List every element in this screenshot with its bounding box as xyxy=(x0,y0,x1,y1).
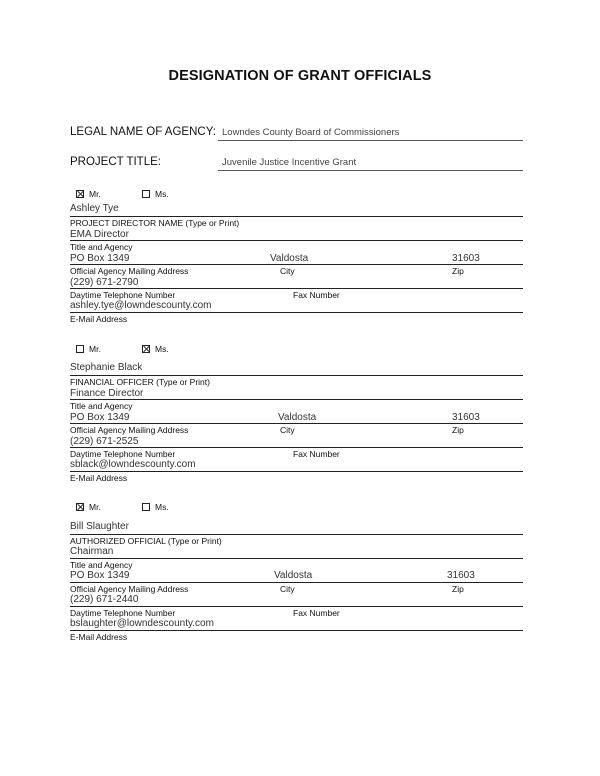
official-name[interactable]: Ashley Tye xyxy=(70,203,119,214)
fax-label: Fax Number xyxy=(293,608,340,618)
page-title: DESIGNATION OF GRANT OFFICIALS xyxy=(168,68,432,84)
address-value[interactable]: PO Box 1349 xyxy=(70,412,130,423)
divider xyxy=(70,264,523,265)
divider xyxy=(70,423,523,424)
title-agency-label: Title and Agency xyxy=(70,560,133,570)
official-name[interactable]: Bill Slaughter xyxy=(70,521,129,532)
zip-label: Zip xyxy=(452,266,464,276)
city-value[interactable]: Valdosta xyxy=(274,570,313,581)
zip-label: Zip xyxy=(452,425,464,435)
project-value[interactable]: Juvenile Justice Incentive Grant xyxy=(222,157,357,168)
email-label: E-Mail Address xyxy=(70,632,128,642)
email-label: E-Mail Address xyxy=(70,473,128,483)
email-value[interactable]: sblack@lowndescounty.com xyxy=(70,459,196,470)
fax-label: Fax Number xyxy=(293,449,340,459)
city-label: City xyxy=(280,584,295,594)
title-agency-value[interactable]: Finance Director xyxy=(70,388,144,399)
ms-checkbox[interactable] xyxy=(142,190,150,198)
divider xyxy=(70,288,523,289)
phone-value[interactable]: (229) 671-2525 xyxy=(70,436,139,447)
mailing-address-label: Official Agency Mailing Address xyxy=(70,425,189,435)
divider xyxy=(70,630,523,631)
fax-label: Fax Number xyxy=(293,290,340,300)
mr-checkbox[interactable] xyxy=(76,503,84,511)
project-underline xyxy=(218,170,523,171)
zip-value[interactable]: 31603 xyxy=(452,253,480,264)
divider xyxy=(70,399,523,400)
divider xyxy=(70,312,523,313)
agency-value[interactable]: Lowndes County Board of Commissioners xyxy=(222,127,400,138)
zip-value[interactable]: 31603 xyxy=(452,412,480,423)
city-label: City xyxy=(280,425,295,435)
divider xyxy=(70,447,523,448)
agency-label: LEGAL NAME OF AGENCY: xyxy=(70,126,216,138)
divider xyxy=(70,582,523,583)
agency-underline xyxy=(218,140,523,141)
title-agency-value[interactable]: EMA Director xyxy=(70,229,129,240)
ms-label: Ms. xyxy=(155,502,169,512)
mr-checkbox[interactable] xyxy=(76,190,84,198)
title-agency-value[interactable]: Chairman xyxy=(70,546,114,557)
address-value[interactable]: PO Box 1349 xyxy=(70,570,130,581)
divider xyxy=(70,240,523,241)
email-value[interactable]: bslaughter@lowndescounty.com xyxy=(70,618,214,629)
city-value[interactable]: Valdosta xyxy=(270,253,309,264)
phone-value[interactable]: (229) 671-2790 xyxy=(70,277,139,288)
mr-label: Mr. xyxy=(89,189,101,199)
divider xyxy=(70,534,523,535)
divider xyxy=(70,375,523,376)
mr-label: Mr. xyxy=(89,344,101,354)
mailing-address-label: Official Agency Mailing Address xyxy=(70,266,189,276)
mailing-address-label: Official Agency Mailing Address xyxy=(70,584,189,594)
phone-label: Daytime Telephone Number xyxy=(70,608,176,618)
zip-label: Zip xyxy=(452,584,464,594)
role-label: AUTHORIZED OFFICIAL (Type or Print) xyxy=(70,536,222,546)
city-label: City xyxy=(280,266,295,276)
email-label: E-Mail Address xyxy=(70,314,128,324)
title-agency-label: Title and Agency xyxy=(70,401,133,411)
role-label: PROJECT DIRECTOR NAME (Type or Print) xyxy=(70,218,240,228)
ms-label: Ms. xyxy=(155,344,169,354)
ms-checkbox[interactable] xyxy=(142,345,150,353)
email-value[interactable]: ashley.tye@lowndescounty.com xyxy=(70,300,212,311)
title-agency-label: Title and Agency xyxy=(70,242,133,252)
role-label: FINANCIAL OFFICER (Type or Print) xyxy=(70,377,210,387)
divider xyxy=(70,606,523,607)
divider xyxy=(70,471,523,472)
mr-label: Mr. xyxy=(89,502,101,512)
city-value[interactable]: Valdosta xyxy=(278,412,317,423)
divider xyxy=(70,216,523,217)
phone-value[interactable]: (229) 671-2440 xyxy=(70,594,139,605)
phone-label: Daytime Telephone Number xyxy=(70,290,176,300)
official-name[interactable]: Stephanie Black xyxy=(70,362,143,373)
ms-label: Ms. xyxy=(155,189,169,199)
phone-label: Daytime Telephone Number xyxy=(70,449,176,459)
mr-checkbox[interactable] xyxy=(76,345,84,353)
ms-checkbox[interactable] xyxy=(142,503,150,511)
divider xyxy=(70,558,523,559)
project-label: PROJECT TITLE: xyxy=(70,156,161,168)
address-value[interactable]: PO Box 1349 xyxy=(70,253,130,264)
zip-value[interactable]: 31603 xyxy=(447,570,475,581)
